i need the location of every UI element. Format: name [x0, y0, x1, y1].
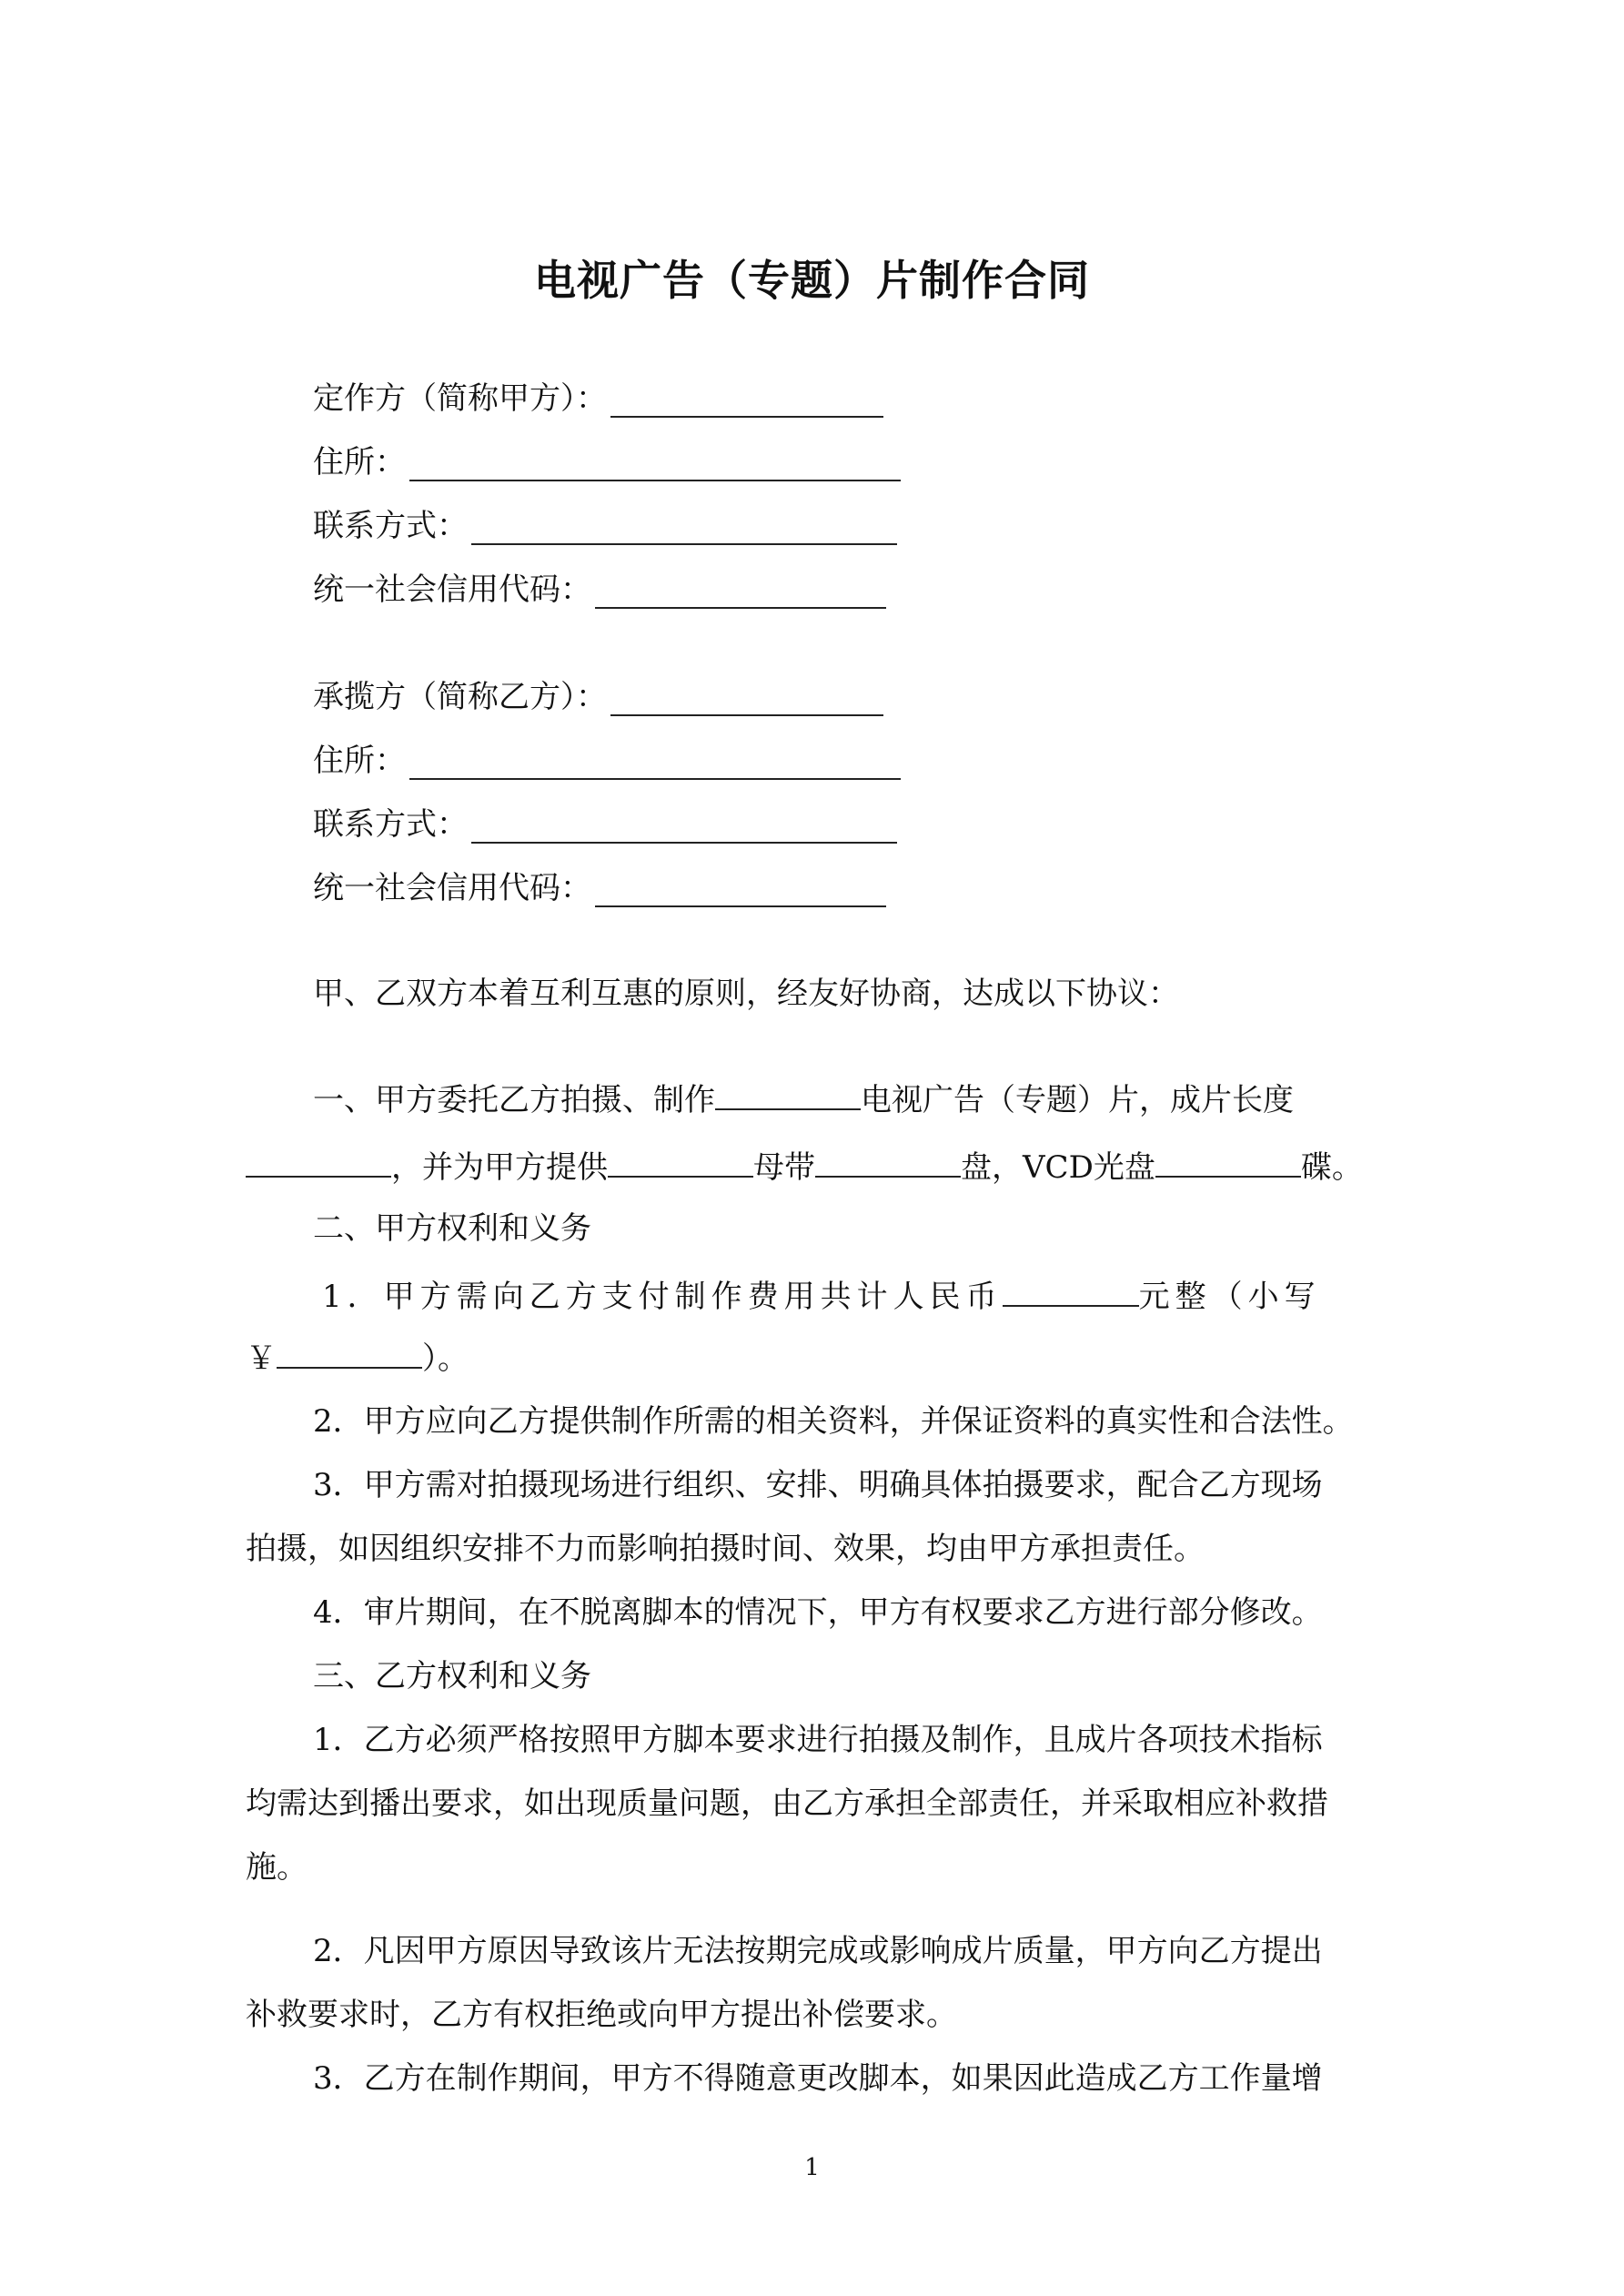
- section-2-item-1-line-1: [322, 1278, 1321, 1315]
- clause-1-text-b: 电视广告（专题）片，成片长度: [861, 1082, 1294, 1118]
- section-2-item-4: 4．审片期间，在不脱离脚本的情况下，甲方有权要求乙方进行部分修改。: [313, 1594, 1323, 1631]
- party-b-name-label: 承揽方（简称乙方）：: [313, 679, 607, 715]
- section-3-item-1-line-1: 1．乙方必须严格按照甲方脚本要求进行拍摄及制作，且成片各项技术指标: [313, 1722, 1323, 1758]
- party-b-credit-code-field: [313, 863, 886, 907]
- party-b-address-label: 住所：: [313, 743, 406, 779]
- clause-1-text-d: 母带: [753, 1149, 815, 1186]
- section-3-item-2-line-1: 2．凡因甲方原因导致该片无法按期完成或影响成片质量，甲方向乙方提出: [313, 1933, 1323, 1969]
- party-a-name-field: [313, 373, 883, 418]
- length-blank[interactable]: [246, 1148, 391, 1178]
- clause-1-text-c: ，并为甲方提供: [391, 1149, 608, 1186]
- party-a-name-label: 定作方（简称甲方）：: [313, 380, 607, 417]
- section-3-item-1-line-2: 均需达到播出要求，如出现质量问题，由乙方承担全部责任，并采取相应补救措: [246, 1785, 1328, 1822]
- party-a-address-blank[interactable]: [409, 452, 901, 481]
- party-a-contact-label: 联系方式：: [313, 508, 468, 544]
- master-tape-count-blank[interactable]: [815, 1148, 961, 1178]
- vcd-count-blank[interactable]: [1155, 1148, 1301, 1178]
- party-b-name-blank[interactable]: [610, 687, 883, 716]
- clause-1-text-a: 一、甲方委托乙方拍摄、制作: [313, 1082, 715, 1118]
- party-a-credit-code-blank[interactable]: [595, 580, 886, 609]
- party-b-contact-label: 联系方式：: [313, 806, 468, 843]
- ad-name-blank[interactable]: [715, 1081, 861, 1110]
- party-a-contact-field: [313, 501, 897, 545]
- party-a-contact-blank[interactable]: [471, 516, 897, 545]
- fee-close-text: ）。: [422, 1340, 469, 1377]
- clause-1-text-e: 盘，VCD光盘: [961, 1149, 1155, 1186]
- section-3-item-3-line-1: 3．乙方在制作期间，甲方不得随意更改脚本，如果因此造成乙方工作量增: [313, 2060, 1323, 2097]
- intro-paragraph: 甲、乙双方本着互利互惠的原则，经友好协商，达成以下协议：: [313, 976, 1179, 1012]
- section-2-heading: 二、甲方权利和义务: [313, 1210, 591, 1247]
- party-b-address-field: [313, 735, 901, 780]
- fee-text: 1．甲方需向乙方支付制作费用共计人民币: [322, 1279, 1003, 1315]
- party-b-credit-code-label: 统一社会信用代码：: [313, 870, 591, 906]
- party-b-address-blank[interactable]: [409, 751, 901, 780]
- party-b-credit-code-blank[interactable]: [595, 878, 886, 907]
- page-number: 1: [804, 2154, 820, 2181]
- party-a-credit-code-label: 统一社会信用代码：: [313, 571, 591, 608]
- party-b-contact-blank[interactable]: [471, 814, 897, 844]
- clause-1-line-2: [246, 1148, 1363, 1186]
- clause-1-line-1: [313, 1081, 1294, 1118]
- section-2-item-1-line-2: [246, 1340, 469, 1377]
- fee-unit-text: 元整（小写: [1138, 1279, 1321, 1315]
- contract-title: 电视广告（专题）片制作合同: [534, 256, 1090, 305]
- party-b-name-field: [313, 672, 883, 716]
- section-3-item-2-line-2: 补救要求时，乙方有权拒绝或向甲方提出补偿要求。: [246, 1997, 957, 2033]
- section-3-heading: 三、乙方权利和义务: [313, 1658, 591, 1694]
- section-2-item-3-line-1: 3．甲方需对拍摄现场进行组织、安排、明确具体拍摄要求，配合乙方现场: [313, 1467, 1323, 1503]
- fee-amount-blank[interactable]: [1003, 1278, 1139, 1307]
- party-a-name-blank[interactable]: [610, 389, 883, 418]
- master-tape-qty-blank[interactable]: [608, 1148, 753, 1178]
- party-a-credit-code-field: [313, 564, 886, 609]
- party-b-contact-field: [313, 799, 897, 844]
- yuan-symbol: ￥: [246, 1340, 277, 1377]
- section-3-item-1-line-3: 施。: [246, 1849, 308, 1886]
- fee-lowercase-blank[interactable]: [277, 1340, 422, 1369]
- party-a-address-field: [313, 437, 901, 481]
- section-2-item-3-line-2: 拍摄，如因组织安排不力而影响拍摄时间、效果，均由甲方承担责任。: [246, 1531, 1205, 1567]
- party-a-address-label: 住所：: [313, 444, 406, 480]
- clause-1-text-f: 碟。: [1300, 1149, 1363, 1186]
- section-2-item-2: 2．甲方应向乙方提供制作所需的相关资料，并保证资料的真实性和合法性。: [313, 1403, 1354, 1440]
